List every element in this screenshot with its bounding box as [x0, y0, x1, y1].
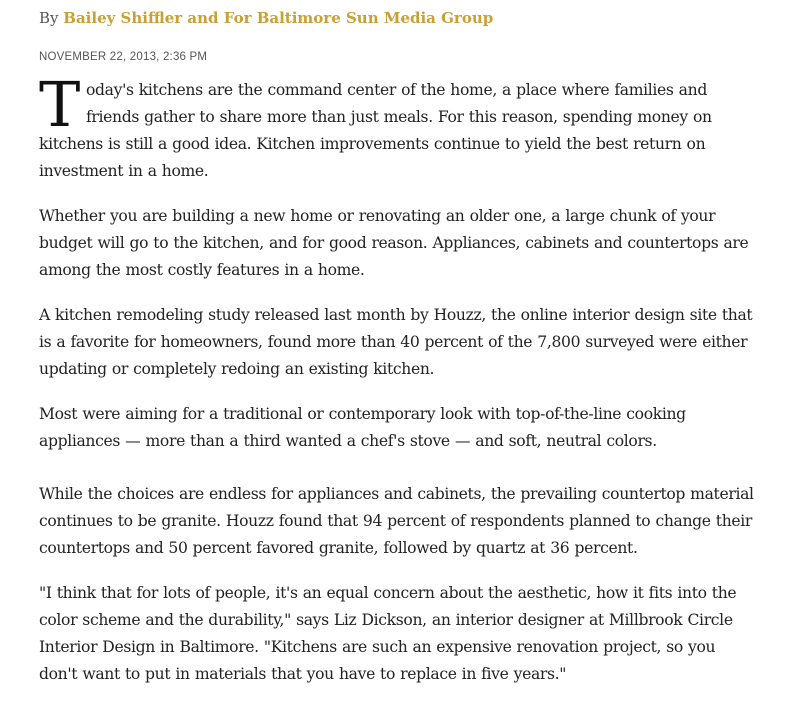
- paragraph-1: [39, 68, 754, 185]
- paragraph-6: "I think that for lots of people, it's an equal concern about the aesthetic, how it fits into the color scheme and the durability," says Liz Dickson, an interior designer at Millbrook Circle Interior Design in Baltimore. "Kitchens are such an expensive renovation project, so you don't want to put in materials that you have to replace in five years.": [39, 584, 737, 683]
- byline: [39, 9, 493, 27]
- article-body: [39, 68, 754, 706]
- drop-cap: T: [39, 68, 81, 141]
- byline-prefix: By: [39, 9, 59, 27]
- author-link[interactable]: Bailey Shiffler and For Baltimore Sun Media Group: [63, 9, 494, 27]
- paragraph-4: Most were aiming for a traditional or contemporary look with top-of-the-line cooking appliances — more than a third wanted a chef's stove — and soft, neutral colors.: [39, 405, 686, 450]
- paragraph-1-text: oday's kitchens are the command center of the home, a place where families and friends gather to share more than just meals. For this reason, spending money on kitchens is still a good idea. Kitchen improvements continue to yield the best return on investment in a home.: [39, 81, 712, 180]
- dateline: NOVEMBER 22, 2013, 2:36 PM: [39, 51, 208, 63]
- paragraph-5: While the choices are endless for appliances and cabinets, the prevailing countertop material continues to be granite. Houzz found that 94 percent of respondents planned to change their countertops and 50 percent favored granite, followed by quartz at 36 percent.: [39, 485, 754, 557]
- paragraph-2: Whether you are building a new home or renovating an older one, a large chunk of your budget will go to the kitchen, and for good reason. Appliances, cabinets and countertops are among the most costly features in a home.: [39, 207, 749, 279]
- paragraph-3: A kitchen remodeling study released last month by Houzz, the online interior design site that is a favorite for homeowners, found more than 40 percent of the 7,800 surveyed were either updating or completely redoing an existing kitchen.: [39, 306, 753, 378]
